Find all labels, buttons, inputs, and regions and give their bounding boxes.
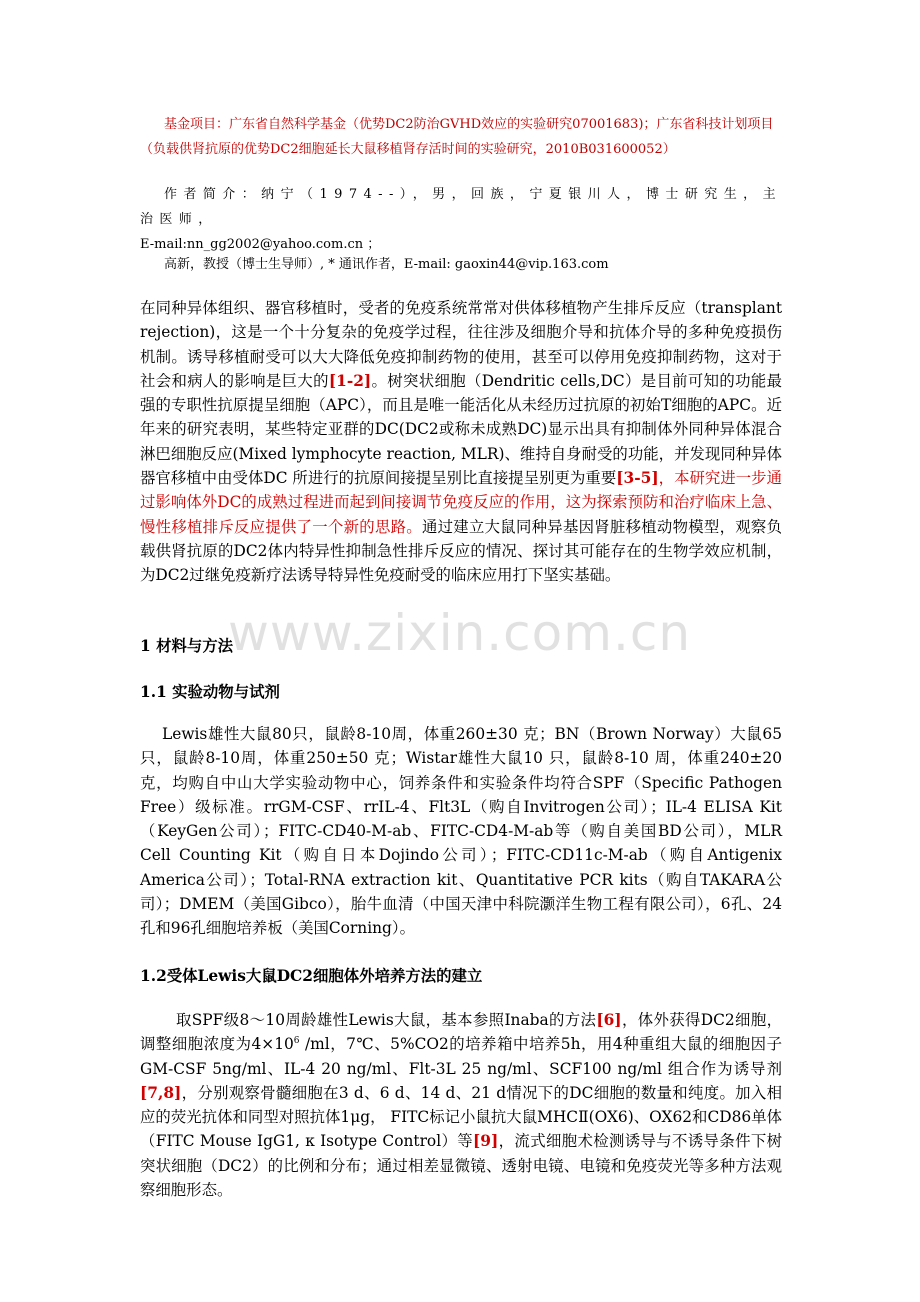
intro-paragraph bbox=[140, 296, 782, 588]
ref-6: [6] bbox=[596, 1011, 622, 1029]
author-line-1: 作者简介：纳宁（1974--），男，回族，宁夏银川人，博士研究生，主治医师， bbox=[140, 187, 782, 227]
corresponding-author: 高新，教授（博士生导师）, * 通讯作者，E-mail: gaoxin44@vip.163.com bbox=[164, 257, 609, 272]
intro-text-2: 。树突状细胞（Dendritic cells,DC）是目前可知的功能最强的专职性抗原提呈细胞（APC），而且是唯一能活化从未经历过抗原的初始T细胞的APC。近年来的研究表明，某些特定亚群的DC(DC2或称未成熟DC)显示出具有抑制体外同种异体混合淋巴细胞反应(Mixed lymphocyte reaction, MLR)、维持自身耐受的功能，并发现同种异体器官移植中由受体DC 所进行的抗原间接提呈别比直接提呈别更为重要 bbox=[140, 371, 782, 488]
section-heading-1: 1 材料与方法 bbox=[140, 637, 234, 655]
methods-text-d: ，分别观察骨髓细胞在3 d、6 d、14 d、21 d情况下的DC细胞的数量和纯度。加入相应的荧光抗体和同型对照抗体1μg， FITC标记小鼠抗大鼠MHCⅡ(OX6)、OX62和CD86单体（FITC Mouse IgG1, κ Isotype Control）等 bbox=[140, 1083, 782, 1151]
ref-1-2: [1-2] bbox=[328, 371, 372, 390]
methods-paragraph bbox=[140, 1008, 782, 1202]
watermark: www.zixin.com.cn bbox=[228, 604, 692, 662]
superscript-6: 6 bbox=[293, 1036, 300, 1047]
author-email: E-mail:nn_gg2002@yahoo.com.cn ； bbox=[140, 237, 381, 252]
section-heading-1-2: 1.2受体Lewis大鼠DC2细胞体外培养方法的建立 bbox=[140, 967, 483, 985]
funding-note: 基金项目：广东省自然科学基金（优势DC2防治GVHD效应的实验研究07001683)；广东省科技计划项目（负载供肾抗原的优势DC2细胞延长大鼠移植肾存活时间的实验研究，2010B031600052） bbox=[140, 117, 774, 157]
author-info bbox=[140, 182, 782, 257]
methods-text-c: /ml，7℃、5%CO2的培养箱中培养5h，用4种重组大鼠的细胞因子GM-CSF 5ng/ml、IL-4 20 ng/ml、Flt-3L 25 ng/ml、SCF100 ng/ml 组合作为诱导剂 bbox=[140, 1035, 783, 1078]
intro-text-3: 通过建立大鼠同种异基因肾脏移植动物模型，观察负载供肾抗原的DC2体内特异性抑制急性排斥反应的情况、探讨其可能存在的生物学效应机制，为DC2过继免疫新疗法诱导特异性免疫耐受的临床应用打下坚实基础。 bbox=[140, 517, 782, 585]
ref-7-8: [7,8] bbox=[140, 1083, 182, 1102]
ref-3-5: [3-5] bbox=[616, 469, 659, 488]
methods-text-a: 取SPF级8～10周龄雄性Lewis大鼠，基本参照Inaba的方法 bbox=[176, 1011, 597, 1029]
methods-text-b: ，体外获得DC2细胞，调整细胞浓度为4×10 bbox=[140, 1011, 782, 1054]
intro-highlight: ，本研究进一步通过影响体外DC的成熟过程进而起到间接调节免疫反应的作用，这为探索预防和治疗临床上急、慢性移植排斥反应提供了一个新的思路。 bbox=[140, 469, 782, 536]
materials-paragraph: Lewis雄性大鼠80只，鼠龄8-10周，体重260±30 克；BN（Brown Norway）大鼠65只，鼠龄8-10周，体重250±50 克；Wistar雄性大鼠10 只，鼠龄8-10 周，体重240±20 克，均购自中山大学实验动物中心，饲养条件和实验条件均符合SPF（Specific Pathogen Free）级标准。rrGM-CSF、rrIL-4、Flt3L（购自Invitrogen公司）；IL-4 ELISA Kit（KeyGen公司）；FITC-CD40-M-ab、FITC-CD4-M-ab等（购自美国BD公司），MLR Cell Counting Kit（购自日本Dojindo公司）；FITC-CD11c-M-ab（购自Antigenix America公司）；Total-RNA extraction kit、Quantitative PCR kits（购自TAKARA公司）；DMEM（美国Gibco），胎牛血清（中国天津中科院灏洋生物工程有限公司），6孔、24孔和96孔细胞培养板（美国Corning）。 bbox=[140, 725, 782, 938]
ref-9: [9] bbox=[473, 1132, 499, 1151]
methods-text-e: ，流式细胞术检测诱导与不诱导条件下树突状细胞（DC2）的比例和分布；通过相差显微镜、透射电镜、电镜和免疫荧光等多种方法观察细胞形态。 bbox=[140, 1132, 782, 1200]
section-heading-1-1: 1.1 实验动物与试剂 bbox=[140, 683, 280, 701]
intro-text-1: 在同种异体组织、器官移植时，受者的免疫系统常常对供体移植物产生排斥反应（transplant rejection)，这是一个十分复杂的免疫学过程，往往涉及细胞介导和抗体介导的多种免疫损伤机制。诱导移植耐受可以大大降低免疫抑制药物的使用，甚至可以停用免疫抑制药物，这对于社会和病人的影响是巨大的 bbox=[140, 299, 782, 390]
